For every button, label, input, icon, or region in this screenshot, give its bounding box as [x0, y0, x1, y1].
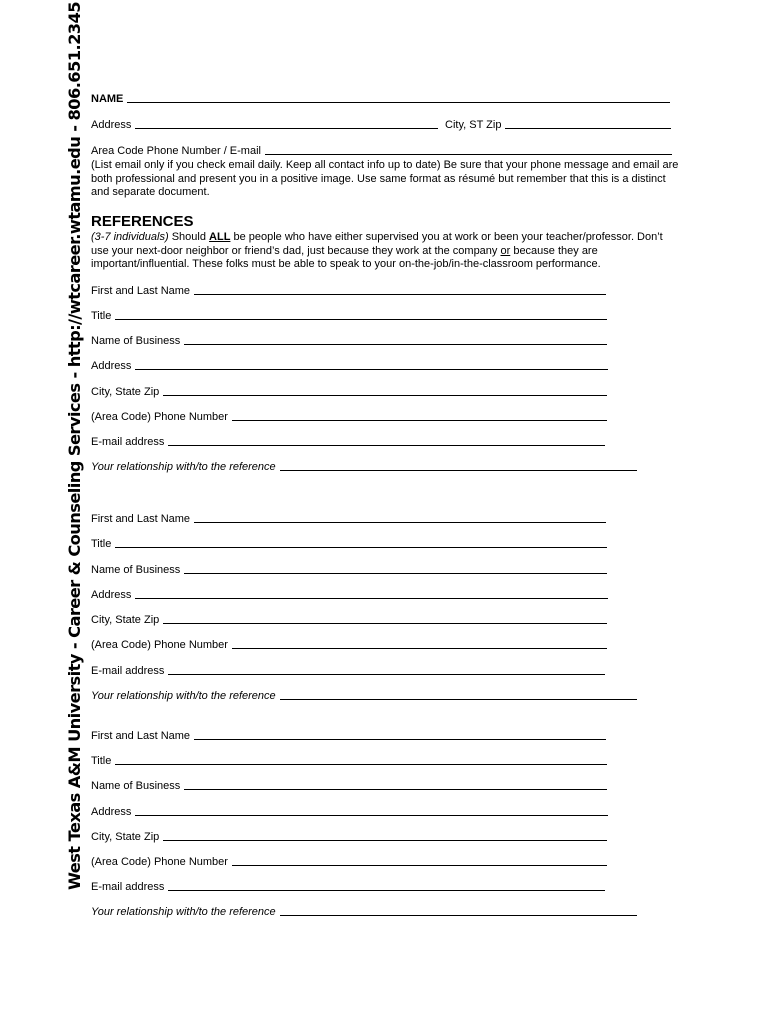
sidebar-text: West Texas A&M University - Career & Counseling Services - http://wtcareer.wtamu.edu - 806.651.2345	[65, 2, 84, 890]
ref2-title-row	[91, 538, 607, 550]
ref2-title-field[interactable]	[115, 547, 607, 548]
intro-italic: (3-7 individuals)	[91, 231, 169, 243]
ref3-title-field[interactable]	[115, 764, 607, 765]
ref2-relationship-label: Your relationship with/to the reference	[91, 690, 276, 702]
ref2-address-row	[91, 589, 608, 601]
ref3-phone-row	[91, 856, 607, 868]
ref1-email-field[interactable]	[168, 445, 605, 446]
ref3-phone-label: (Area Code) Phone Number	[91, 856, 228, 868]
references-intro	[91, 231, 681, 272]
ref1-address-field[interactable]	[135, 369, 608, 370]
address-label: Address	[91, 119, 132, 131]
ref3-city-row	[91, 831, 607, 843]
ref3-title-label: Title	[91, 755, 112, 767]
ref1-title-label: Title	[91, 310, 112, 322]
ref1-city-field[interactable]	[163, 395, 607, 396]
ref2-business-label: Name of Business	[91, 564, 181, 576]
ref2-address-label: Address	[91, 589, 132, 601]
ref3-address-row	[91, 806, 608, 818]
ref2-name-field[interactable]	[194, 522, 606, 523]
intro-rest1: be people who have either supervised you at work or been your teacher/professor. Don’t use your next-door neighbor or friend’s dad, just because they work at the company	[91, 231, 663, 257]
city-field[interactable]	[505, 128, 671, 129]
ref1-relationship-label: Your relationship with/to the reference	[91, 461, 276, 473]
ref3-name-row	[91, 730, 606, 742]
address-row	[91, 119, 438, 131]
ref1-business-row	[91, 335, 607, 347]
ref3-name-label: First and Last Name	[91, 730, 191, 742]
ref2-email-field[interactable]	[168, 674, 605, 675]
phone-email-field[interactable]	[265, 154, 672, 155]
ref1-phone-field[interactable]	[232, 420, 607, 421]
ref1-name-label: First and Last Name	[91, 285, 191, 297]
ref1-address-label: Address	[91, 360, 132, 372]
ref1-email-label: E-mail address	[91, 436, 165, 448]
ref2-business-row	[91, 564, 607, 576]
ref2-phone-row	[91, 639, 607, 651]
ref3-business-field[interactable]	[184, 789, 607, 790]
ref1-business-field[interactable]	[184, 344, 607, 345]
ref2-relationship-field[interactable]	[280, 699, 637, 700]
ref3-business-row	[91, 780, 607, 792]
ref3-relationship-label: Your relationship with/to the reference	[91, 906, 276, 918]
name-row	[91, 93, 670, 105]
city-row	[445, 119, 671, 131]
ref2-relationship-row	[91, 690, 637, 702]
references-title: REFERENCES	[91, 213, 194, 230]
ref1-address-row	[91, 360, 608, 372]
name-field[interactable]	[127, 102, 670, 103]
ref3-relationship-field[interactable]	[280, 915, 637, 916]
ref1-phone-label: (Area Code) Phone Number	[91, 411, 228, 423]
ref2-city-field[interactable]	[163, 623, 607, 624]
intro-or: or	[500, 244, 511, 257]
ref2-name-row	[91, 513, 606, 525]
ref1-business-label: Name of Business	[91, 335, 181, 347]
instructions-text: (List email only if you check email daily. Keep all contact info up to date) Be sure that your phone message and email are both professional and present you in a positive image. Use same format as résumé but remember that this is a distinct and separate document.	[91, 159, 679, 198]
ref3-address-label: Address	[91, 806, 132, 818]
ref3-business-label: Name of Business	[91, 780, 181, 792]
ref3-relationship-row	[91, 906, 637, 918]
ref3-email-row	[91, 881, 605, 893]
intro-all: ALL	[209, 231, 231, 243]
ref1-title-row	[91, 310, 607, 322]
ref3-address-field[interactable]	[135, 815, 608, 816]
intro-rest2: because they are important/influential. These folks must be able to speak to your on-the-job/in-the-classroom performance.	[91, 244, 601, 270]
name-label: NAME	[91, 93, 124, 105]
ref2-email-label: E-mail address	[91, 665, 165, 677]
ref2-email-row	[91, 665, 605, 677]
ref3-city-label: City, State Zip	[91, 831, 160, 843]
ref3-phone-field[interactable]	[232, 865, 607, 866]
ref3-city-field[interactable]	[163, 840, 607, 841]
ref2-city-label: City, State Zip	[91, 614, 160, 626]
ref2-business-field[interactable]	[184, 573, 607, 574]
ref2-address-field[interactable]	[135, 598, 608, 599]
ref2-city-row	[91, 614, 607, 626]
city-label: City, ST Zip	[445, 119, 502, 131]
ref3-title-row	[91, 755, 607, 767]
ref1-relationship-row	[91, 461, 637, 473]
ref2-phone-field[interactable]	[232, 648, 607, 649]
ref2-title-label: Title	[91, 538, 112, 550]
ref3-name-field[interactable]	[194, 739, 606, 740]
ref1-email-row	[91, 436, 605, 448]
ref1-city-label: City, State Zip	[91, 386, 160, 398]
ref1-phone-row	[91, 411, 607, 423]
ref1-name-row	[91, 285, 606, 297]
phone-row	[91, 145, 672, 157]
ref2-name-label: First and Last Name	[91, 513, 191, 525]
ref1-relationship-field[interactable]	[280, 470, 637, 471]
address-field[interactable]	[135, 128, 438, 129]
ref1-city-row	[91, 386, 607, 398]
intro-should: Should	[168, 231, 210, 243]
ref1-title-field[interactable]	[115, 319, 607, 320]
ref3-email-label: E-mail address	[91, 881, 165, 893]
ref2-phone-label: (Area Code) Phone Number	[91, 639, 228, 651]
phone-label: Area Code Phone Number / E-mail	[91, 145, 261, 157]
ref1-name-field[interactable]	[194, 294, 606, 295]
ref3-email-field[interactable]	[168, 890, 605, 891]
